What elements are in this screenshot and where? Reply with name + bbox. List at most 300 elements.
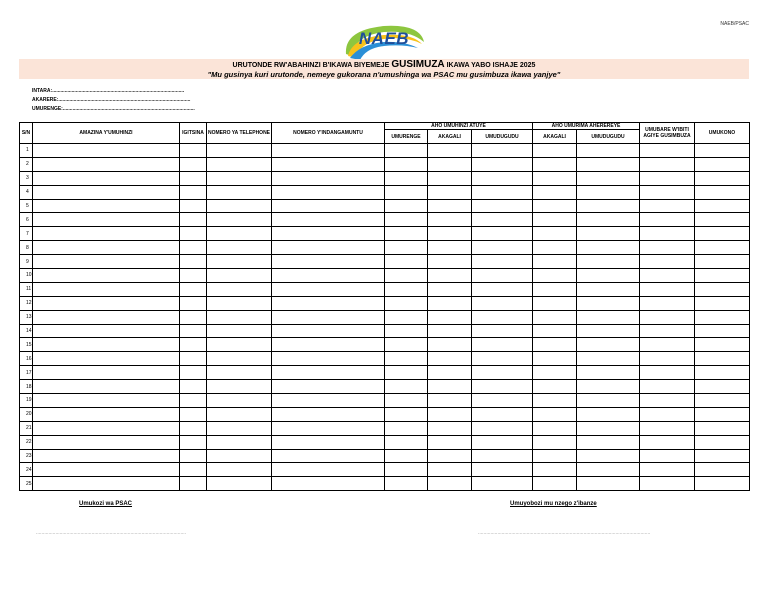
table-cell[interactable] [640,241,695,255]
table-cell[interactable] [33,255,180,269]
table-cell[interactable] [428,435,472,449]
table-cell[interactable] [533,394,577,408]
table-cell[interactable] [180,407,207,421]
table-cell[interactable] [385,241,428,255]
table-cell[interactable] [640,157,695,171]
table-cell[interactable] [533,199,577,213]
table-cell[interactable] [33,296,180,310]
table-cell[interactable] [577,185,640,199]
table-cell[interactable] [180,310,207,324]
table-cell[interactable] [180,213,207,227]
table-cell[interactable] [33,407,180,421]
table-cell[interactable] [640,255,695,269]
table-cell[interactable] [33,421,180,435]
table-cell[interactable] [272,352,385,366]
table-cell[interactable] [695,366,750,380]
table-cell[interactable] [695,463,750,477]
table-cell[interactable] [385,338,428,352]
table-cell[interactable] [207,380,272,394]
table-cell[interactable] [272,449,385,463]
table-cell[interactable] [272,199,385,213]
table-cell[interactable] [180,338,207,352]
table-cell[interactable] [385,199,428,213]
table-cell[interactable] [180,366,207,380]
table-cell[interactable] [385,144,428,158]
table-cell[interactable] [207,171,272,185]
table-cell[interactable] [577,394,640,408]
table-cell[interactable] [207,463,272,477]
table-cell[interactable] [472,171,533,185]
table-cell[interactable] [272,282,385,296]
table-cell[interactable] [272,394,385,408]
table-cell[interactable] [428,199,472,213]
table-row [20,296,750,310]
table-cell[interactable] [33,185,180,199]
table-cell[interactable] [577,324,640,338]
table-cell[interactable] [533,310,577,324]
table-cell[interactable] [385,157,428,171]
table-cell[interactable] [207,394,272,408]
table-cell[interactable] [385,407,428,421]
table-cell[interactable] [533,352,577,366]
table-cell[interactable] [472,449,533,463]
table-cell[interactable] [207,282,272,296]
table-cell[interactable] [695,394,750,408]
table-cell[interactable] [207,352,272,366]
table-cell[interactable] [695,449,750,463]
table-cell[interactable] [385,255,428,269]
table-cell[interactable] [472,407,533,421]
table-row [20,241,750,255]
table-cell[interactable] [428,144,472,158]
table-cell[interactable] [577,352,640,366]
table-cell[interactable] [385,435,428,449]
table-cell[interactable] [180,157,207,171]
table-cell[interactable] [385,421,428,435]
table-cell[interactable] [207,449,272,463]
table-cell[interactable] [640,352,695,366]
table-cell[interactable] [428,185,472,199]
table-cell[interactable] [640,171,695,185]
table-cell[interactable] [207,269,272,283]
row-number: 17 [20,366,33,380]
table-cell[interactable] [472,310,533,324]
table-cell[interactable] [472,421,533,435]
table-cell[interactable] [577,435,640,449]
table-cell[interactable] [33,199,180,213]
table-cell[interactable] [695,157,750,171]
table-cell[interactable] [272,171,385,185]
table-cell[interactable] [472,227,533,241]
table-cell[interactable] [272,144,385,158]
table-cell[interactable] [695,296,750,310]
col-gender-header: IGITSINA [180,123,207,144]
table-cell[interactable] [272,269,385,283]
table-cell[interactable] [272,227,385,241]
table-cell[interactable] [640,199,695,213]
table-cell[interactable] [272,241,385,255]
table-cell[interactable] [640,338,695,352]
table-cell[interactable] [428,213,472,227]
table-cell[interactable] [33,449,180,463]
table-cell[interactable] [33,282,180,296]
table-cell[interactable] [428,310,472,324]
table-cell[interactable] [533,463,577,477]
table-cell[interactable] [695,421,750,435]
table-cell[interactable] [385,324,428,338]
table-cell[interactable] [180,324,207,338]
table-cell[interactable] [207,255,272,269]
table-cell[interactable] [533,407,577,421]
table-cell[interactable] [207,366,272,380]
table-cell[interactable] [640,324,695,338]
table-cell[interactable] [180,463,207,477]
table-cell[interactable] [180,171,207,185]
table-cell[interactable] [272,157,385,171]
table-cell[interactable] [472,282,533,296]
table-cell[interactable] [428,241,472,255]
table-cell[interactable] [577,157,640,171]
table-cell[interactable] [180,380,207,394]
row-number: 19 [20,394,33,408]
table-cell[interactable] [385,296,428,310]
table-cell[interactable] [428,421,472,435]
table-cell[interactable] [640,421,695,435]
table-cell[interactable] [695,171,750,185]
table-cell[interactable] [577,366,640,380]
table-cell[interactable] [180,296,207,310]
table-cell[interactable] [533,324,577,338]
table-cell[interactable] [207,157,272,171]
table-cell[interactable] [180,282,207,296]
table-cell[interactable] [33,463,180,477]
table-cell[interactable] [695,213,750,227]
table-cell[interactable] [33,380,180,394]
table-cell[interactable] [180,477,207,491]
table-cell[interactable] [272,310,385,324]
table-cell[interactable] [272,338,385,352]
table-cell[interactable] [640,227,695,241]
table-row [20,449,750,463]
table-cell[interactable] [695,227,750,241]
table-cell[interactable] [272,296,385,310]
table-cell[interactable] [33,269,180,283]
table-cell[interactable] [533,185,577,199]
table-cell[interactable] [695,282,750,296]
table-cell[interactable] [533,269,577,283]
table-cell[interactable] [180,449,207,463]
table-cell[interactable] [385,171,428,185]
table-cell[interactable] [207,310,272,324]
table-cell[interactable] [472,435,533,449]
table-cell[interactable] [385,463,428,477]
table-cell[interactable] [533,435,577,449]
table-cell[interactable] [272,185,385,199]
table-cell[interactable] [33,157,180,171]
table-cell[interactable] [272,463,385,477]
table-cell[interactable] [180,269,207,283]
table-cell[interactable] [180,394,207,408]
table-cell[interactable] [33,477,180,491]
table-cell[interactable] [207,296,272,310]
table-cell[interactable] [207,227,272,241]
table-cell[interactable] [385,269,428,283]
table-cell[interactable] [385,449,428,463]
row-number: 2 [20,157,33,171]
table-cell[interactable] [207,407,272,421]
table-cell[interactable] [577,144,640,158]
col-name-header: AMAZINA Y'UMUHINZI [33,123,180,144]
table-cell[interactable] [272,324,385,338]
table-cell[interactable] [577,255,640,269]
table-cell[interactable] [428,380,472,394]
table-cell[interactable] [428,171,472,185]
table-cell[interactable] [695,269,750,283]
table-cell[interactable] [533,366,577,380]
table-cell[interactable] [385,310,428,324]
table-cell[interactable] [33,435,180,449]
table-cell[interactable] [472,213,533,227]
table-cell[interactable] [472,185,533,199]
table-cell[interactable] [33,394,180,408]
table-cell[interactable] [207,324,272,338]
table-cell[interactable] [640,144,695,158]
psac-signature-line: ............................................................................................................ [36,530,187,536]
table-cell[interactable] [207,185,272,199]
table-cell[interactable] [428,477,472,491]
table-cell[interactable] [428,463,472,477]
table-cell[interactable] [640,463,695,477]
table-cell[interactable] [428,449,472,463]
table-cell[interactable] [472,296,533,310]
table-cell[interactable] [640,435,695,449]
table-cell[interactable] [472,380,533,394]
table-cell[interactable] [533,338,577,352]
table-cell[interactable] [533,157,577,171]
table-cell[interactable] [33,310,180,324]
table-cell[interactable] [640,366,695,380]
table-cell[interactable] [533,227,577,241]
row-number: 7 [20,227,33,241]
table-row [20,171,750,185]
title-emphasis: GUSIMUZA [391,59,445,70]
table-cell[interactable] [695,310,750,324]
table-cell[interactable] [533,255,577,269]
table-cell[interactable] [272,213,385,227]
table-cell[interactable] [33,241,180,255]
table-cell[interactable] [533,296,577,310]
table-cell[interactable] [272,366,385,380]
table-cell[interactable] [640,185,695,199]
table-cell[interactable] [640,477,695,491]
table-cell[interactable] [207,435,272,449]
table-cell[interactable] [695,338,750,352]
table-cell[interactable] [272,255,385,269]
table-cell[interactable] [428,394,472,408]
table-cell[interactable] [577,477,640,491]
table-cell[interactable] [207,338,272,352]
table-cell[interactable] [180,421,207,435]
table-cell[interactable] [472,463,533,477]
table-cell[interactable] [272,407,385,421]
title-part-2: IKAWA YABO ISHAJE 2025 [446,62,536,69]
residence-group-header: AHO UMUHINZI ATUYE [385,123,533,130]
table-cell[interactable] [272,435,385,449]
row-number: 20 [20,407,33,421]
table-cell[interactable] [533,144,577,158]
table-cell[interactable] [33,366,180,380]
table-cell[interactable] [472,324,533,338]
table-cell[interactable] [695,324,750,338]
table-cell[interactable] [695,199,750,213]
table-cell[interactable] [385,213,428,227]
table-cell[interactable] [640,310,695,324]
table-cell[interactable] [472,366,533,380]
row-number: 11 [20,282,33,296]
table-cell[interactable] [640,282,695,296]
table-cell[interactable] [533,171,577,185]
table-row [20,421,750,435]
table-cell[interactable] [533,380,577,394]
table-cell[interactable] [472,241,533,255]
table-cell[interactable] [385,227,428,241]
table-cell[interactable] [472,338,533,352]
table-cell[interactable] [207,144,272,158]
table-cell[interactable] [577,213,640,227]
table-cell[interactable] [385,380,428,394]
table-cell[interactable] [577,227,640,241]
table-cell[interactable] [577,449,640,463]
table-cell[interactable] [577,269,640,283]
table-cell[interactable] [33,213,180,227]
table-row [20,157,750,171]
table-cell[interactable] [428,296,472,310]
table-cell[interactable] [472,157,533,171]
table-cell[interactable] [472,255,533,269]
table-cell[interactable] [180,185,207,199]
table-cell[interactable] [577,463,640,477]
table-cell[interactable] [640,407,695,421]
table-cell[interactable] [640,269,695,283]
table-cell[interactable] [33,338,180,352]
table-cell[interactable] [577,407,640,421]
table-cell[interactable] [385,282,428,296]
table-cell[interactable] [33,227,180,241]
table-cell[interactable] [428,282,472,296]
table-cell[interactable] [577,282,640,296]
table-cell[interactable] [577,338,640,352]
table-cell[interactable] [180,241,207,255]
row-number: 16 [20,352,33,366]
table-cell[interactable] [640,449,695,463]
sector-label: UMURENGE: [32,106,63,112]
table-cell[interactable] [428,269,472,283]
table-cell[interactable] [385,352,428,366]
table-cell[interactable] [533,477,577,491]
table-body [20,144,750,491]
table-cell[interactable] [180,435,207,449]
col-phone-header: NOMERO YA TELEPHONE [207,123,272,144]
table-cell[interactable] [695,352,750,366]
table-cell[interactable] [207,199,272,213]
table-cell[interactable] [533,421,577,435]
table-cell[interactable] [180,144,207,158]
table-cell[interactable] [577,310,640,324]
table-cell[interactable] [640,380,695,394]
table-cell[interactable] [695,380,750,394]
table-cell[interactable] [428,407,472,421]
table-cell[interactable] [577,241,640,255]
table-cell[interactable] [428,157,472,171]
table-cell[interactable] [180,255,207,269]
table-cell[interactable] [207,213,272,227]
table-cell[interactable] [385,185,428,199]
table-cell[interactable] [385,477,428,491]
table-cell[interactable] [472,144,533,158]
table-cell[interactable] [272,477,385,491]
table-cell[interactable] [577,171,640,185]
table-cell[interactable] [428,324,472,338]
table-cell[interactable] [472,477,533,491]
table-cell[interactable] [472,352,533,366]
table-cell[interactable] [180,227,207,241]
table-cell[interactable] [272,380,385,394]
table-cell[interactable] [207,477,272,491]
table-cell[interactable] [472,269,533,283]
table-cell[interactable] [207,421,272,435]
table-cell[interactable] [640,296,695,310]
table-cell[interactable] [428,255,472,269]
table-cell[interactable] [472,199,533,213]
table-cell[interactable] [577,421,640,435]
table-cell[interactable] [472,394,533,408]
table-cell[interactable] [577,296,640,310]
table-cell[interactable] [33,324,180,338]
table-cell[interactable] [272,421,385,435]
row-number: 22 [20,435,33,449]
table-cell[interactable] [33,352,180,366]
table-cell[interactable] [533,449,577,463]
table-cell[interactable] [428,338,472,352]
table-cell[interactable] [695,407,750,421]
table-cell[interactable] [180,199,207,213]
table-cell[interactable] [695,185,750,199]
table-cell[interactable] [695,477,750,491]
table-row [20,463,750,477]
table-cell[interactable] [533,241,577,255]
table-cell[interactable] [640,213,695,227]
table-cell[interactable] [577,380,640,394]
table-cell[interactable] [695,255,750,269]
table-row [20,352,750,366]
table-cell[interactable] [385,366,428,380]
table-cell[interactable] [640,394,695,408]
table-cell[interactable] [428,366,472,380]
table-cell[interactable] [533,213,577,227]
table-cell[interactable] [180,352,207,366]
table-cell[interactable] [385,394,428,408]
table-cell[interactable] [207,241,272,255]
table-cell[interactable] [695,241,750,255]
table-cell[interactable] [695,435,750,449]
table-cell[interactable] [33,144,180,158]
table-cell[interactable] [428,352,472,366]
table-cell[interactable] [577,199,640,213]
table-cell[interactable] [33,171,180,185]
table-cell[interactable] [695,144,750,158]
table-cell[interactable] [533,282,577,296]
table-cell[interactable] [428,227,472,241]
